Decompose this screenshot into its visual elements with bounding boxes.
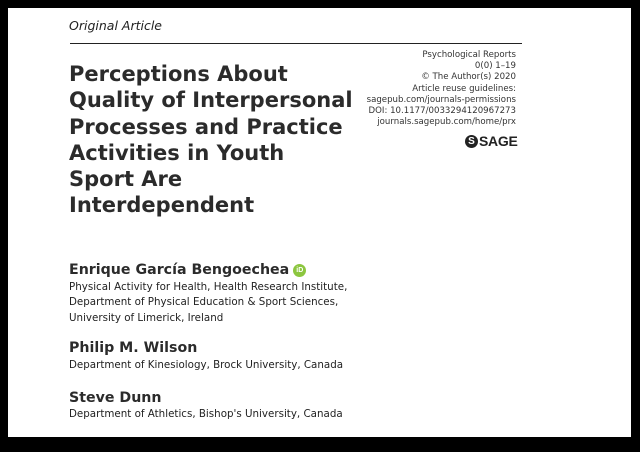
sage-logo [465, 133, 517, 149]
affiliation-line: University of Limerick, Ireland [69, 311, 224, 324]
article-first-page [8, 8, 631, 437]
author-affiliation [69, 280, 347, 326]
title-line: Activities in Youth [69, 140, 285, 165]
sage-logo-icon: S [465, 135, 478, 148]
author-name-text: Steve Dunn [69, 390, 162, 406]
title-line: Perceptions About [69, 62, 288, 86]
journal-link[interactable]: journals.sagepub.com/home/prx [377, 117, 516, 128]
author-name-text: Philip M. Wilson [69, 340, 198, 356]
author-name [69, 262, 306, 278]
title-line: Interdependent [69, 193, 255, 218]
affiliation-line: Physical Activity for Health, Health Research Institute, [69, 281, 348, 293]
author-name-text: Enrique García Bengoechea [69, 262, 290, 278]
orcid-icon[interactable]: iD [293, 264, 306, 277]
journal-name: Psychological Reports [422, 50, 516, 60]
affiliation-line: Department of Athletics, Bishop's University, Canada [69, 408, 343, 420]
article-type-label: Original Article [69, 18, 162, 33]
copyright-notice: © The Author(s) 2020 [421, 72, 516, 83]
sage-logo-text: SAGE [479, 133, 518, 149]
header-divider [70, 43, 522, 44]
author-affiliation [69, 358, 343, 373]
title-line: Quality of Interpersonal [69, 88, 353, 113]
title-line: Sport Are [69, 167, 183, 192]
author-affiliation [69, 407, 343, 422]
reuse-link[interactable]: sagepub.com/journals-permissions [366, 94, 516, 105]
affiliation-line: Department of Physical Education & Sport Sciences, [69, 296, 339, 309]
doi[interactable]: DOI: 10.1177/0033294120967273 [368, 106, 516, 117]
author-name [69, 340, 197, 356]
title-line: Processes and Practice [69, 114, 343, 139]
journal-meta [326, 50, 516, 128]
author-name [69, 390, 162, 406]
journal-volume: 0(0) 1–19 [474, 61, 516, 72]
article-title [69, 61, 359, 219]
reuse-label: Article reuse guidelines: [412, 83, 516, 94]
affiliation-line: Department of Kinesiology, Brock University, Canada [69, 359, 344, 371]
